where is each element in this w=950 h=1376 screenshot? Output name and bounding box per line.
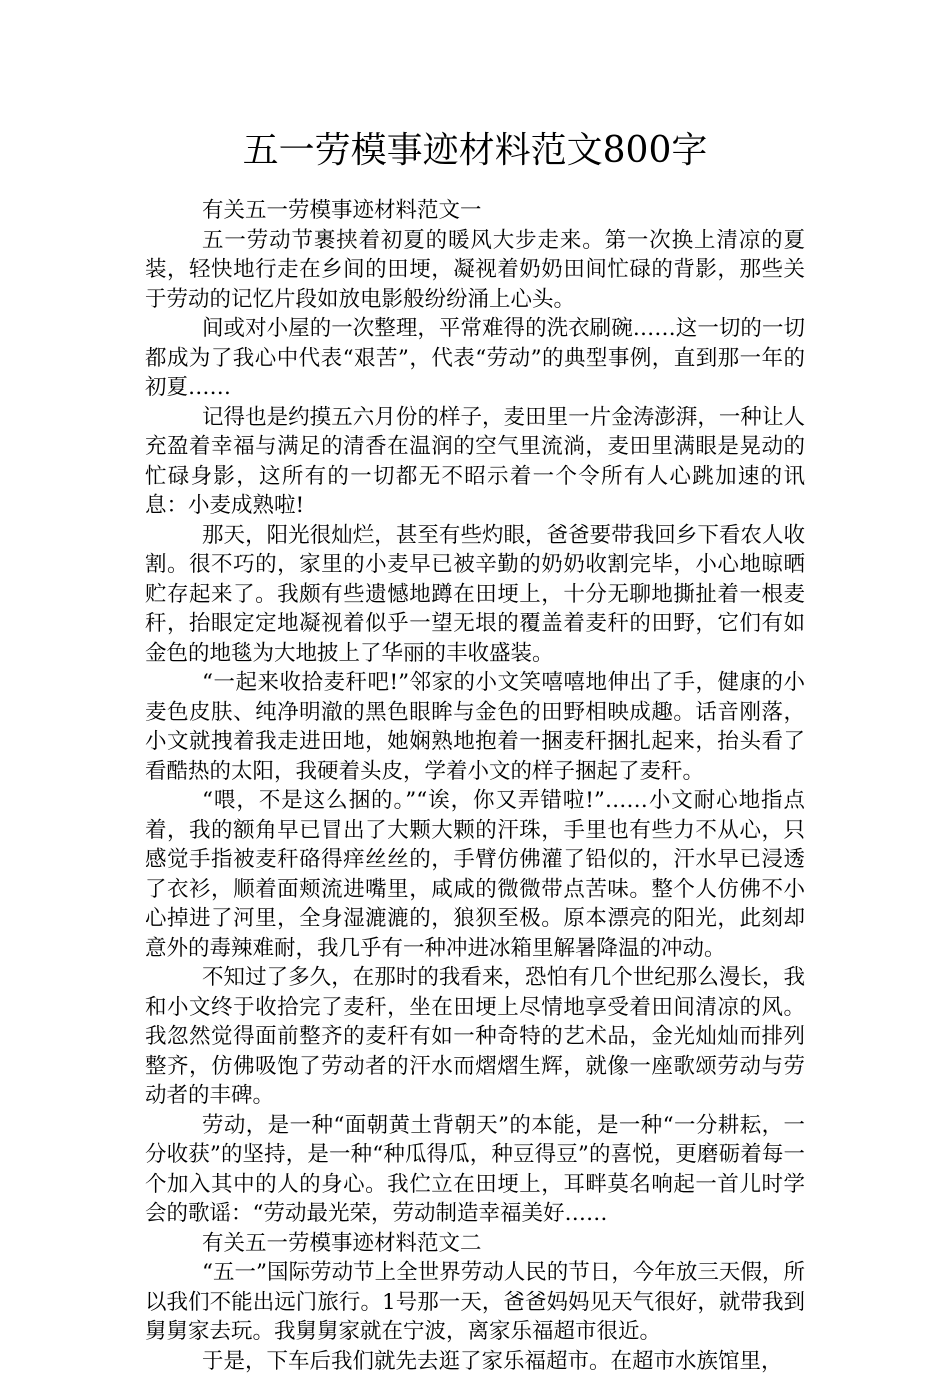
section-heading-1: 有关五一劳模事迹材料范文一 bbox=[145, 196, 805, 226]
paragraph: 不知过了多久，在那时的我看来，恐怕有几个世纪那么漫长，我和小文终于收拾完了麦秆，坐在田埂上尽情地享受着田间清凉的风。我忽然觉得面前整齐的麦秆有如一种奇特的艺术品，金光灿灿而排列整齐，仿佛吸饱了劳动者的汗水而熠熠生辉，就像一座歌颂劳动与劳动者的丰碑。 bbox=[145, 963, 805, 1111]
section-heading-2: 有关五一劳模事迹材料范文二 bbox=[145, 1229, 805, 1259]
document-body bbox=[145, 196, 805, 1376]
paragraph: “一起来收拾麦秆吧!”邻家的小文笑嘻嘻地伸出了手，健康的小麦色皮肤、纯净明澈的黑色眼眸与金色的田野相映成趣。话音刚落，小文就拽着我走进田地，她娴熟地抱着一捆麦秆捆扎起来，抬头看了看酷热的太阳，我硬着头皮，学着小文的样子捆起了麦秆。 bbox=[145, 668, 805, 786]
paragraph: 劳动，是一种“面朝黄土背朝天”的本能，是一种“一分耕耘，一分收获”的坚持，是一种“种瓜得瓜，种豆得豆”的喜悦，更磨砺着每一个加入其中的人的身心。我伫立在田埂上，耳畔莫名响起一首儿时学会的歌谣：“劳动最光荣，劳动制造幸福美好…… bbox=[145, 1111, 805, 1229]
paragraph: 那天，阳光很灿烂，甚至有些灼眼，爸爸要带我回乡下看农人收割。很不巧的，家里的小麦早已被辛勤的奶奶收割完毕，小心地晾晒贮存起来了。我颇有些遗憾地蹲在田埂上，十分无聊地撕扯着一根麦秆，抬眼定定地凝视着似乎一望无垠的覆盖着麦秆的田野，它们有如金色的地毯为大地披上了华丽的丰收盛装。 bbox=[145, 521, 805, 669]
paragraph: “五一”国际劳动节上全世界劳动人民的节日，今年放三天假，所以我们不能出远门旅行。1号那一天，爸爸妈妈见天气很好，就带我到舅舅家去玩。我舅舅家就在宁波，离家乐福超市很近。 bbox=[145, 1258, 805, 1347]
paragraph: “喂，不是这么捆的。”“诶，你又弄错啦!”……小文耐心地指点着，我的额角早已冒出了大颗大颗的汗珠，手里也有些力不从心，只感觉手指被麦秆硌得痒丝丝的，手臂仿佛灌了铅似的，汗水早已浸透了衣衫，顺着面颊流进嘴里，咸咸的微微带点苦味。整个人仿佛不小心掉进了河里，全身湿漉漉的，狼狈至极。原本漂亮的阳光，此刻却意外的毒辣难耐，我几乎有一种冲进冰箱里解暑降温的冲动。 bbox=[145, 786, 805, 963]
document-title: 五一劳模事迹材料范文800字 bbox=[0, 126, 950, 176]
paragraph: 于是，下车后我们就先去逛了家乐福超市。在超市水族馆里， bbox=[145, 1347, 805, 1376]
paragraph: 五一劳动节裹挟着初夏的暖风大步走来。第一次换上清凉的夏装，轻快地行走在乡间的田埂，凝视着奶奶田间忙碌的背影，那些关于劳动的记忆片段如放电影般纷纷涌上心头。 bbox=[145, 226, 805, 315]
paragraph: 记得也是约摸五六月份的样子，麦田里一片金涛澎湃，一种让人充盈着幸福与满足的清香在温润的空气里流淌，麦田里满眼是晃动的忙碌身影，这所有的一切都无不昭示着一个令所有人心跳加速的讯息：小麦成熟啦! bbox=[145, 403, 805, 521]
paragraph: 间或对小屋的一次整理，平常难得的洗衣刷碗……这一切的一切都成为了我心中代表“艰苦”，代表“劳动”的典型事例，直到那一年的初夏…… bbox=[145, 314, 805, 403]
